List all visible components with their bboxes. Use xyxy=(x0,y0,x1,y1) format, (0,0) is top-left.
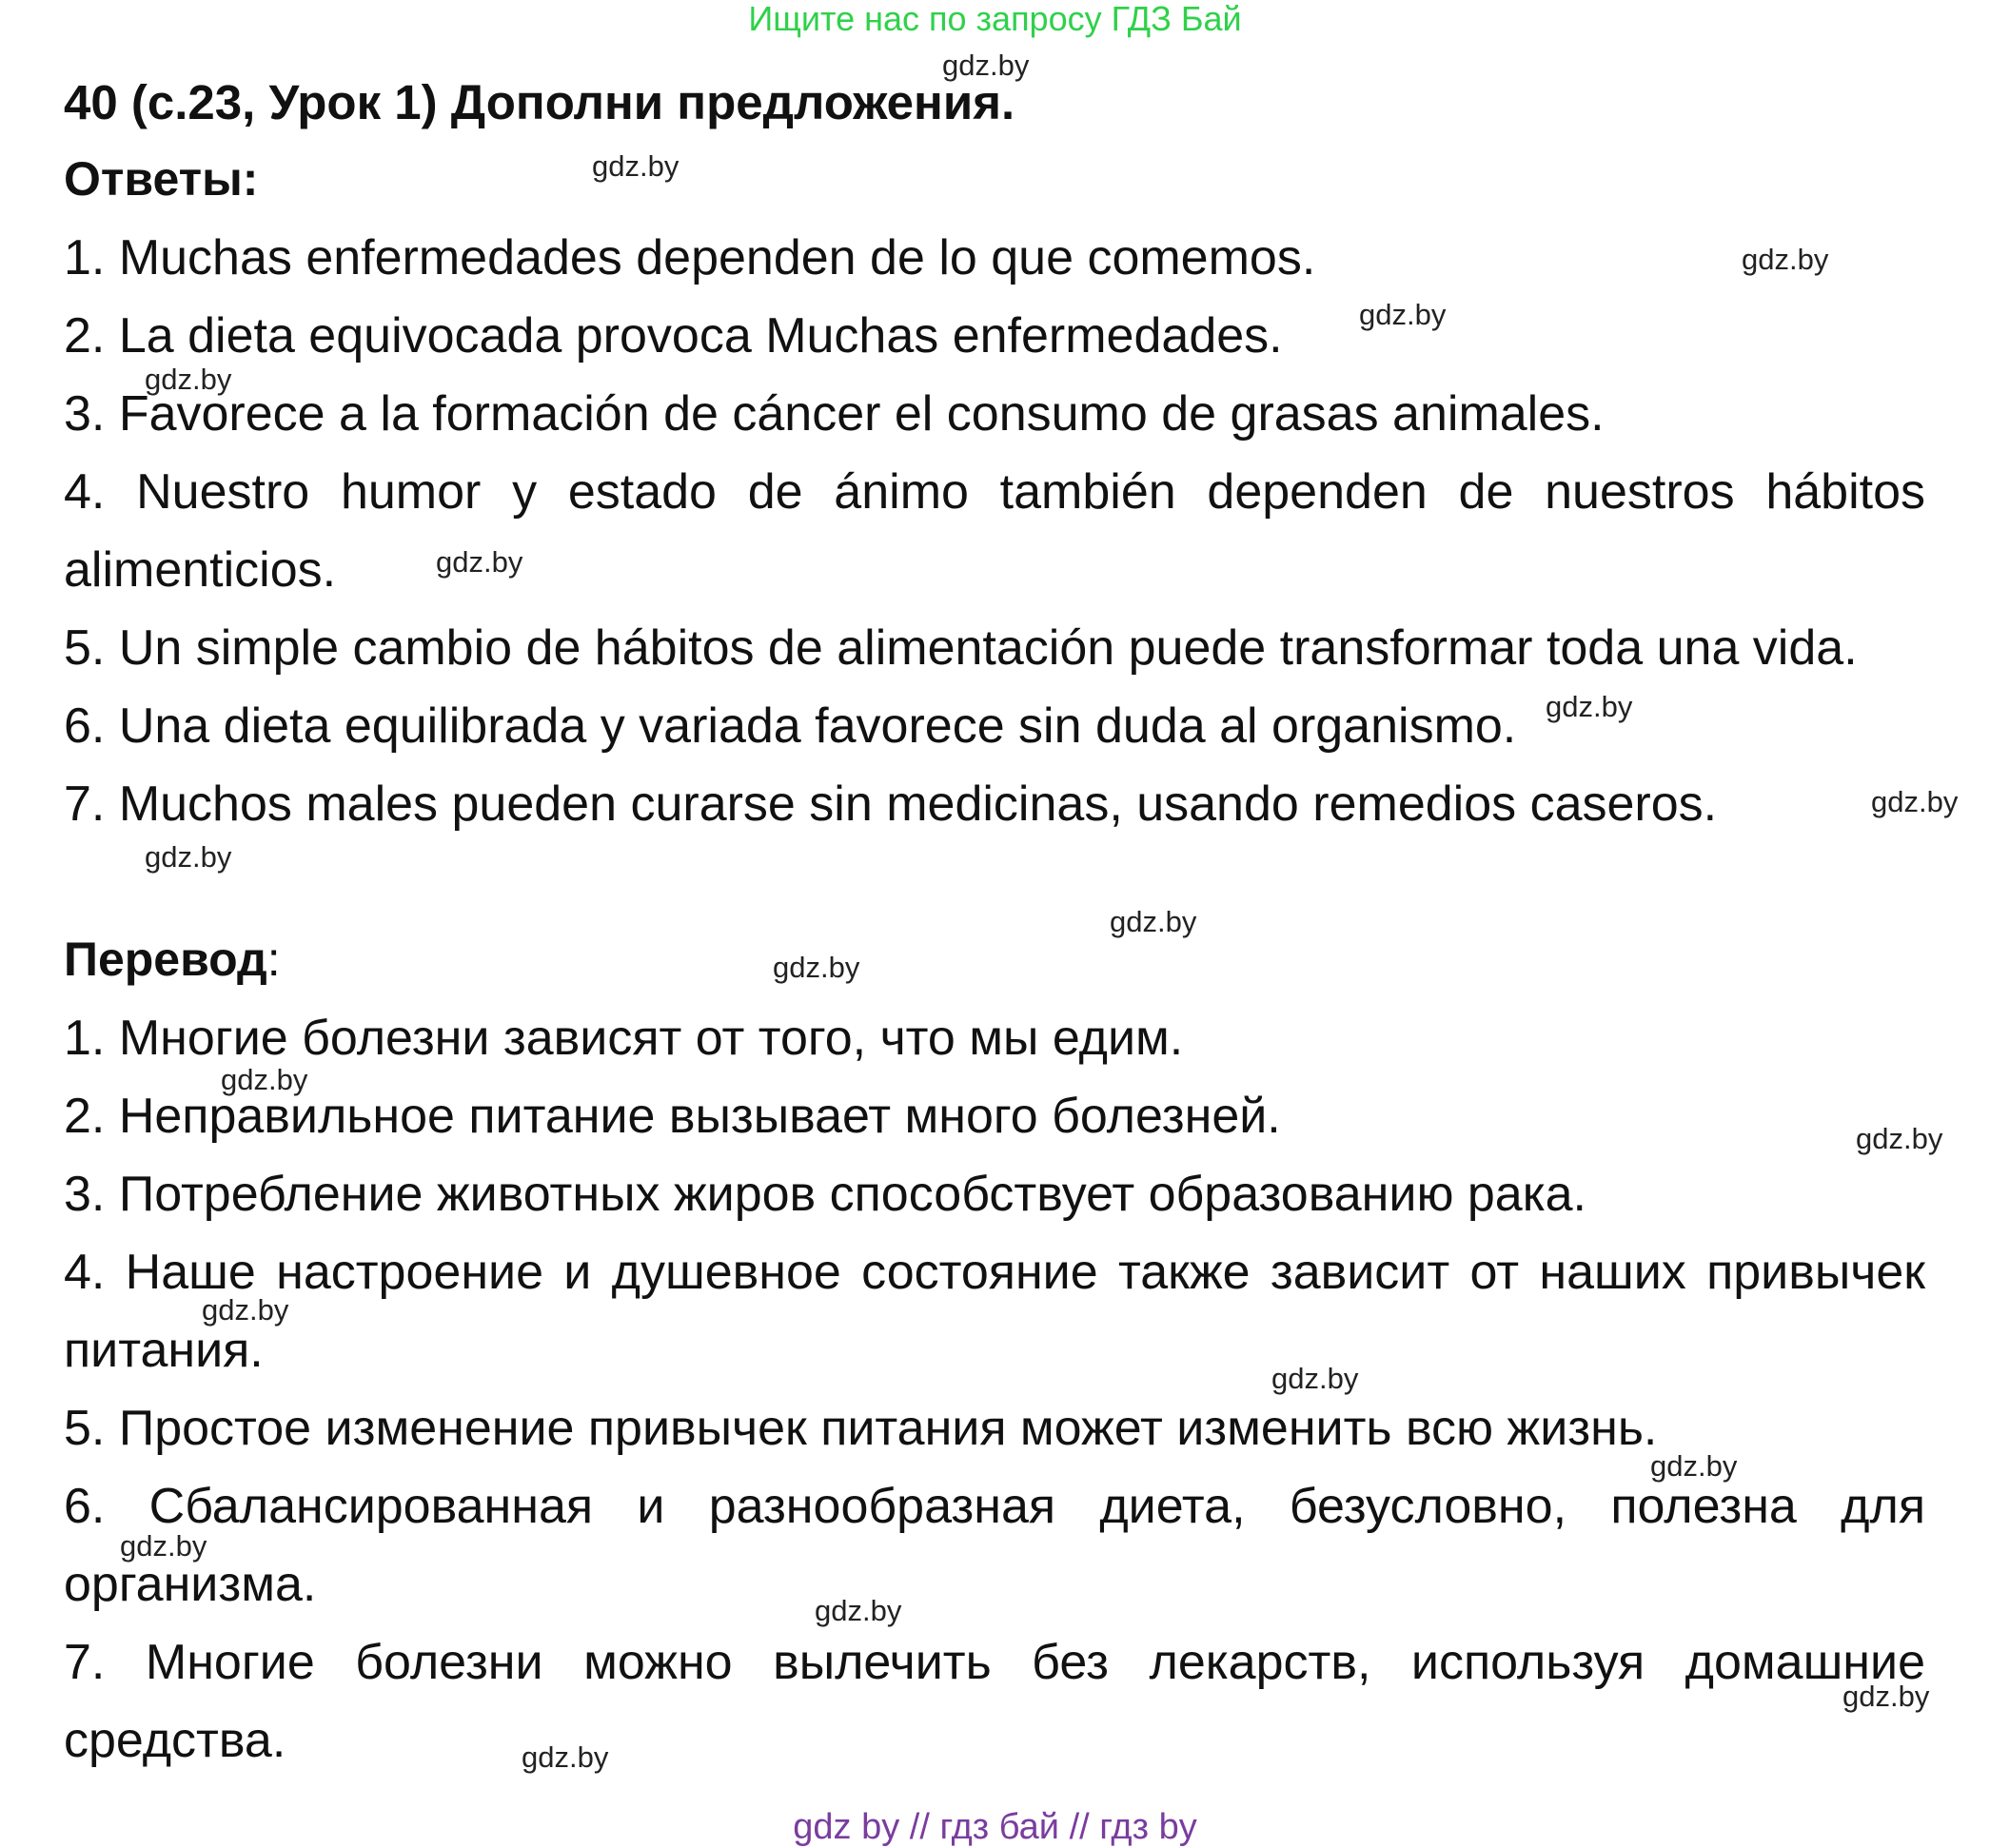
translation-heading-colon: : xyxy=(266,933,281,986)
watermark: gdz.by xyxy=(522,1740,609,1774)
watermark: gdz.by xyxy=(202,1293,289,1327)
translation-line: 6. Сбалансированная и разнообразная диета, безусловно, полезна для xyxy=(64,1479,1925,1534)
answer-line: 2. La dieta equivocada provoca Muchas enfermedades. xyxy=(64,308,1283,364)
watermark: gdz.by xyxy=(815,1594,902,1627)
watermark: gdz.by xyxy=(592,149,680,183)
translation-line: питания. xyxy=(64,1323,264,1378)
answers-heading: Ответы: xyxy=(64,152,259,206)
watermark: gdz.by xyxy=(773,951,860,984)
search-banner: Ищите нас по запросу ГДЗ Бай xyxy=(748,0,1242,38)
watermark: gdz.by xyxy=(1856,1122,1943,1155)
translation-line: 3. Потребление животных жиров способствует образованию рака. xyxy=(64,1167,1586,1222)
answer-line: 1. Muchas enfermedades dependen de lo que comemos. xyxy=(64,230,1316,285)
translation-line: 5. Простое изменение привычек питания может изменить всю жизнь. xyxy=(64,1401,1658,1456)
watermark: gdz.by xyxy=(221,1063,308,1096)
answer-line: alimenticios. xyxy=(64,542,337,598)
translation-line: 1. Многие болезни зависят от того, что мы едим. xyxy=(64,1011,1184,1066)
watermark: gdz.by xyxy=(145,363,232,396)
answer-line: 5. Un simple cambio de hábitos de alimentación puede transformar toda una vida. xyxy=(64,620,1858,676)
watermark: gdz.by xyxy=(120,1529,207,1563)
watermark: gdz.by xyxy=(942,49,1030,82)
translation-line: организма. xyxy=(64,1557,317,1612)
watermark: gdz.by xyxy=(1271,1362,1359,1395)
answer-line: 4. Nuestro humor y estado de ánimo también dependen de nuestros hábitos xyxy=(64,464,1925,520)
watermark: gdz.by xyxy=(145,840,232,874)
watermark: gdz.by xyxy=(1871,785,1959,818)
watermark: gdz.by xyxy=(1842,1680,1930,1713)
watermark: gdz.by xyxy=(1359,298,1447,331)
translation-line: средства. xyxy=(64,1713,286,1768)
page-title: 40 (с.23, Урок 1) Дополни предложения. xyxy=(64,75,1015,129)
translation-heading-text: Перевод xyxy=(64,933,267,986)
answer-line: 6. Una dieta equilibrada y variada favorece sin duda al organismo. xyxy=(64,698,1517,754)
watermark: gdz.by xyxy=(1742,243,1829,276)
translation-line: 7. Многие болезни можно вылечить без лекарств, используя домашние xyxy=(64,1635,1925,1690)
translation-heading xyxy=(64,931,281,988)
watermark: gdz.by xyxy=(436,545,523,579)
footer-links: gdz by // гдз бай // гдз by xyxy=(793,1807,1197,1847)
translation-line: 2. Неправильное питание вызывает много болезней. xyxy=(64,1089,1281,1144)
answer-line: 7. Muchos males pueden curarse sin medicinas, usando remedios caseros. xyxy=(64,777,1718,832)
watermark: gdz.by xyxy=(1110,905,1197,938)
answer-line: 3. Favorece a la formación de cáncer el consumo de grasas animales. xyxy=(64,386,1605,442)
watermark: gdz.by xyxy=(1650,1449,1738,1483)
watermark: gdz.by xyxy=(1546,690,1633,723)
translation-line: 4. Наше настроение и душевное состояние также зависит от наших привычек xyxy=(64,1245,1925,1300)
